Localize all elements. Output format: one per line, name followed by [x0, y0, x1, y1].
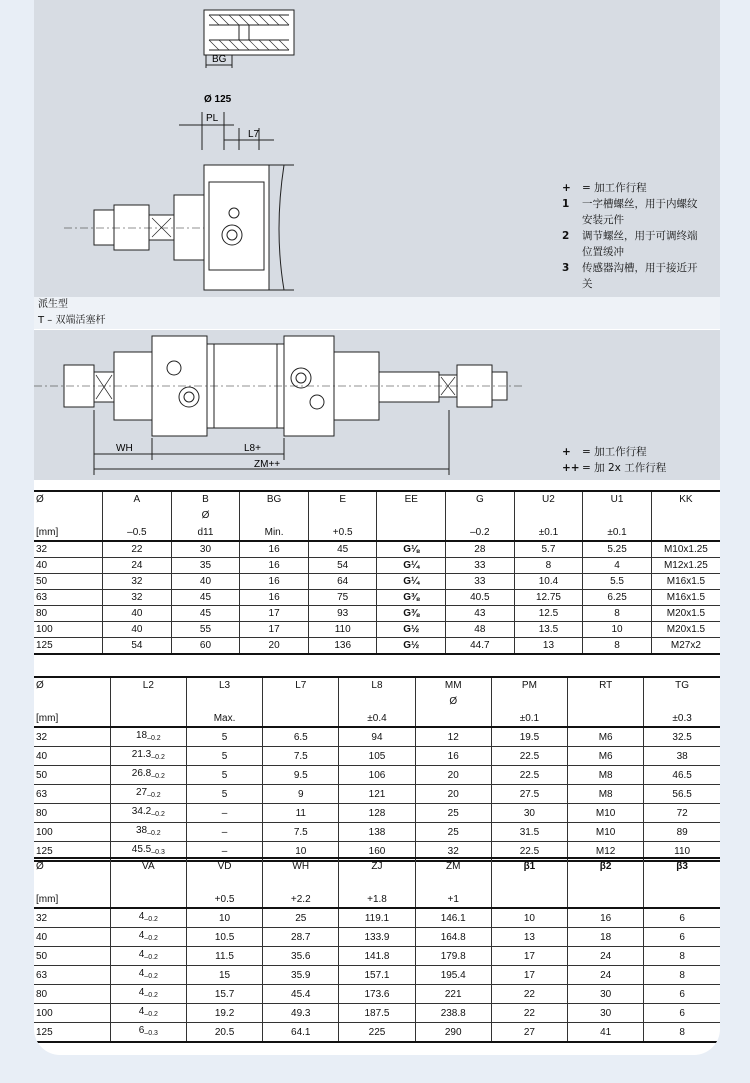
table-cell: 35.9	[263, 966, 339, 985]
table-cell: M10x1.25	[651, 541, 720, 558]
column-header: B Ø d11	[171, 491, 240, 541]
table-cell: 125	[36, 640, 53, 651]
table-cell: $34.2_{-0.2}$	[110, 804, 186, 823]
table-cell: 27.5	[491, 785, 567, 804]
table-cell: 15	[186, 966, 262, 985]
table-cell: M27x2	[651, 638, 720, 655]
table-cell: 5.5	[583, 574, 652, 590]
table-cell: 80	[36, 807, 48, 819]
column-header: L3 Max.	[186, 677, 262, 727]
table-row	[34, 928, 720, 947]
table-cell: 5.7	[514, 541, 583, 558]
table-cell: 25	[263, 908, 339, 928]
table-cell: M8	[568, 785, 644, 804]
table-cell: M10	[568, 823, 644, 842]
table-cell: 93	[308, 606, 377, 622]
table-cell: 38	[644, 747, 720, 766]
column-header: VA	[110, 858, 186, 908]
table-cell: $4_{-0.2}$	[110, 908, 186, 928]
table-cell: 238.8	[415, 1004, 491, 1023]
table-cell: –	[186, 842, 262, 862]
table-cell: $26.8_{-0.2}$	[110, 766, 186, 785]
table-cell: 16	[240, 574, 309, 590]
table-cell: G⅛	[377, 541, 446, 558]
dimensions-table-1	[34, 490, 720, 655]
table-row	[34, 947, 720, 966]
table-cell: 17	[240, 606, 309, 622]
table-cell: 54	[308, 558, 377, 574]
table-row	[34, 823, 720, 842]
table-cell: 28	[446, 541, 515, 558]
table-cell: 6	[644, 928, 720, 947]
table-cell: 10.5	[186, 928, 262, 947]
table-cell: 5	[186, 785, 262, 804]
table-cell: $4_{-0.2}$	[110, 947, 186, 966]
legend-item: ++ = 加 2x 工作行程	[562, 462, 667, 474]
table-cell: 5	[186, 766, 262, 785]
table-cell: 106	[339, 766, 415, 785]
table-cell: 10	[186, 908, 262, 928]
table-cell: M12x1.25	[651, 558, 720, 574]
table-cell: 40	[36, 931, 48, 943]
table-cell: 8	[644, 947, 720, 966]
table-cell: 35	[171, 558, 240, 574]
column-header: MM Ø	[415, 677, 491, 727]
table-cell: 56.5	[644, 785, 720, 804]
table-cell: 30	[491, 804, 567, 823]
table-cell: 55	[171, 622, 240, 638]
datasheet-card	[34, 0, 720, 1055]
table-cell: 60	[171, 638, 240, 655]
table-cell: 7.5	[263, 823, 339, 842]
table-row	[34, 1023, 720, 1043]
table-cell: 72	[644, 804, 720, 823]
bg-label: BG	[212, 54, 227, 65]
table-cell: 40.5	[446, 590, 515, 606]
table-cell: 22.5	[491, 766, 567, 785]
table-cell: 30	[568, 1004, 644, 1023]
table-cell: $27_{-0.2}$	[110, 785, 186, 804]
table-row	[34, 985, 720, 1004]
table-cell: 11.5	[186, 947, 262, 966]
table-cell: 173.6	[339, 985, 415, 1004]
column-header: TG ±0.3	[644, 677, 720, 727]
table-cell: 16	[568, 908, 644, 928]
table-cell: $4_{-0.2}$	[110, 985, 186, 1004]
table-cell: G⅜	[377, 606, 446, 622]
table-cell: M16x1.5	[651, 574, 720, 590]
table-cell: $45.5_{-0.3}$	[110, 842, 186, 862]
table-cell: 20.5	[186, 1023, 262, 1043]
table-cell: 16	[240, 541, 309, 558]
table-cell: 8	[644, 966, 720, 985]
l7-label: L7	[248, 129, 260, 140]
table-cell: 35.6	[263, 947, 339, 966]
table-cell: G¼	[377, 558, 446, 574]
legend-item: 2 调节螺丝，用于可调终端位置缓冲	[562, 230, 698, 258]
column-header: BG Min.	[240, 491, 309, 541]
table-cell: 164.8	[415, 928, 491, 947]
table-row	[34, 727, 720, 747]
table-cell: 63	[36, 969, 48, 981]
table-cell: 195.4	[415, 966, 491, 985]
table-cell: 40	[103, 606, 172, 622]
table-cell: 187.5	[339, 1004, 415, 1023]
table-cell: $4_{-0.2}$	[110, 966, 186, 985]
table-cell: 125	[36, 845, 53, 857]
table-row	[34, 747, 720, 766]
table-cell: 6.5	[263, 727, 339, 747]
table-cell: M16x1.5	[651, 590, 720, 606]
table-cell: 32	[103, 590, 172, 606]
table-cell: 50	[36, 576, 48, 587]
legend-item: 3 传感器沟槽，用于接近开关	[562, 262, 698, 290]
table-cell: 100	[36, 826, 53, 838]
table-cell: 22	[491, 985, 567, 1004]
table-cell: 110	[644, 842, 720, 862]
table-cell: 138	[339, 823, 415, 842]
l8-label: L8+	[244, 443, 261, 454]
section-title-1: 派生型	[34, 297, 720, 313]
table-cell: 100	[36, 624, 53, 635]
table-cell: 33	[446, 574, 515, 590]
table-cell: 30	[568, 985, 644, 1004]
table-cell: 13.5	[514, 622, 583, 638]
column-header: U2 ±0.1	[514, 491, 583, 541]
table-cell: $6_{-0.3}$	[110, 1023, 186, 1043]
table-cell: $38_{-0.2}$	[110, 823, 186, 842]
table-cell: 6	[644, 985, 720, 1004]
table-cell: 16	[240, 590, 309, 606]
table-cell: 40	[171, 574, 240, 590]
table-cell: 12.75	[514, 590, 583, 606]
table-cell: 22	[103, 541, 172, 558]
table-cell: M8	[568, 766, 644, 785]
table-cell: 63	[36, 592, 48, 603]
column-header: WH +2.2	[263, 858, 339, 908]
table-cell: 24	[103, 558, 172, 574]
table-cell: 8	[583, 606, 652, 622]
table-cell: 22	[491, 1004, 567, 1023]
dimensions-table-3	[34, 857, 720, 1043]
column-header: Ø [mm]	[36, 494, 59, 538]
column-header: G –0.2	[446, 491, 515, 541]
table-row	[34, 541, 720, 558]
wh-label: WH	[116, 443, 133, 454]
table-cell: 89	[644, 823, 720, 842]
column-header: L7	[263, 677, 339, 727]
table-cell: 30	[171, 541, 240, 558]
table-row	[34, 966, 720, 985]
table-cell: 46.5	[644, 766, 720, 785]
table-cell: 17	[491, 947, 567, 966]
table-cell: 290	[415, 1023, 491, 1043]
legend-item: + = 加工作行程	[562, 182, 647, 194]
table-cell: 19.5	[491, 727, 567, 747]
table-cell: 179.8	[415, 947, 491, 966]
legend-item: 1 一字槽螺丝，用于内螺纹安装元件	[562, 198, 698, 226]
table-cell: –	[186, 823, 262, 842]
table-row	[34, 558, 720, 574]
table-cell: 10	[263, 842, 339, 862]
table-cell: 43	[446, 606, 515, 622]
column-header: β3	[644, 858, 720, 908]
table-cell: 45	[171, 590, 240, 606]
table-cell: G½	[377, 622, 446, 638]
table-cell: 45	[171, 606, 240, 622]
table-cell: 7.5	[263, 747, 339, 766]
table-cell: 13	[491, 928, 567, 947]
table-cell: 6.25	[583, 590, 652, 606]
table-cell: 20	[415, 785, 491, 804]
column-header: E +0.5	[308, 491, 377, 541]
table-cell: 54	[103, 638, 172, 655]
table-cell: 146.1	[415, 908, 491, 928]
table-cell: 32	[103, 574, 172, 590]
section-title-2: T – 双端活塞杆	[34, 313, 720, 329]
table-cell: 45.4	[263, 985, 339, 1004]
table-cell: 15.7	[186, 985, 262, 1004]
legend-bottom	[562, 444, 707, 476]
table-row	[34, 908, 720, 928]
table-cell: 94	[339, 727, 415, 747]
table-cell: 44.7	[446, 638, 515, 655]
table-cell: 64	[308, 574, 377, 590]
table-cell: 141.8	[339, 947, 415, 966]
table-cell: 105	[339, 747, 415, 766]
table-cell: 20	[240, 638, 309, 655]
table-cell: 19.2	[186, 1004, 262, 1023]
table-cell: M20x1.5	[651, 606, 720, 622]
table-cell: 12.5	[514, 606, 583, 622]
table-cell: 125	[36, 1026, 53, 1038]
table-cell: 10	[491, 908, 567, 928]
table-cell: 32	[36, 912, 48, 924]
table-row	[34, 622, 720, 638]
table-cell: 12	[415, 727, 491, 747]
table-cell: 41	[568, 1023, 644, 1043]
table-cell: 24	[568, 966, 644, 985]
table-cell: 221	[415, 985, 491, 1004]
column-header: L2	[110, 677, 186, 727]
table-cell: 13	[514, 638, 583, 655]
table-cell: 10	[583, 622, 652, 638]
legend-top	[562, 180, 707, 292]
column-header: β1	[491, 858, 567, 908]
table-cell: G⅜	[377, 590, 446, 606]
table-cell: 27	[491, 1023, 567, 1043]
table-cell: 80	[36, 988, 48, 1000]
table-cell: M10	[568, 804, 644, 823]
table-cell: 49.3	[263, 1004, 339, 1023]
table-cell: 32	[36, 731, 48, 743]
column-header: L8 ±0.4	[339, 677, 415, 727]
table-cell: 17	[491, 966, 567, 985]
table-cell: 40	[36, 750, 48, 762]
table-cell: 31.5	[491, 823, 567, 842]
column-header: RT	[568, 677, 644, 727]
table-cell: 8	[583, 638, 652, 655]
table-cell: 8	[644, 1023, 720, 1043]
table-cell: 32	[36, 544, 48, 555]
table-cell: 100	[36, 1007, 53, 1019]
table-cell: 75	[308, 590, 377, 606]
table-cell: M6	[568, 727, 644, 747]
cylinder-end-drawing	[34, 0, 720, 297]
column-header: Ø [mm]	[36, 680, 59, 724]
table-cell: 136	[308, 638, 377, 655]
table-cell: 24	[568, 947, 644, 966]
table-row	[34, 766, 720, 785]
table-cell: 5.25	[583, 541, 652, 558]
table-cell: 5	[186, 727, 262, 747]
table-cell: M20x1.5	[651, 622, 720, 638]
table-row	[34, 804, 720, 823]
zm-label: ZM++	[254, 459, 281, 470]
table-cell: 63	[36, 788, 48, 800]
table-cell: 225	[339, 1023, 415, 1043]
table-cell: 4	[583, 558, 652, 574]
table-cell: M6	[568, 747, 644, 766]
table-cell: 22.5	[491, 747, 567, 766]
table-cell: $18_{-0.2}$	[110, 727, 186, 747]
table-cell: –	[186, 804, 262, 823]
table-cell: 9	[263, 785, 339, 804]
table-cell: $4_{-0.2}$	[110, 928, 186, 947]
table-cell: 50	[36, 950, 48, 962]
table-row	[34, 590, 720, 606]
column-header: β2	[568, 858, 644, 908]
column-header: U1 ±0.1	[583, 491, 652, 541]
table-row	[34, 785, 720, 804]
table-cell: 6	[644, 1004, 720, 1023]
table-cell: 11	[263, 804, 339, 823]
table-row	[34, 638, 720, 655]
column-header: ZM +1	[415, 858, 491, 908]
table-cell: 28.7	[263, 928, 339, 947]
legend-item: + = 加工作行程	[562, 446, 647, 458]
table-cell: 10.4	[514, 574, 583, 590]
column-header: Ø [mm]	[36, 861, 59, 905]
column-header: KK	[651, 491, 720, 541]
table-cell: 25	[415, 804, 491, 823]
table-row	[34, 574, 720, 590]
table-cell: 64.1	[263, 1023, 339, 1043]
table-cell: 20	[415, 766, 491, 785]
table-cell: 160	[339, 842, 415, 862]
table-cell: 121	[339, 785, 415, 804]
table-cell: 50	[36, 769, 48, 781]
table-cell: 16	[240, 558, 309, 574]
pl-label: PL	[206, 113, 219, 124]
table-cell: $21.3_{-0.2}$	[110, 747, 186, 766]
diameter-label: Ø 125	[204, 94, 232, 105]
table-cell: 128	[339, 804, 415, 823]
table-cell: 157.1	[339, 966, 415, 985]
table-cell: 25	[415, 823, 491, 842]
table-cell: 40	[103, 622, 172, 638]
double-rod-drawing	[34, 330, 720, 480]
column-header: A –0.5	[103, 491, 172, 541]
table-cell: $4_{-0.2}$	[110, 1004, 186, 1023]
table-cell: 33	[446, 558, 515, 574]
table-cell: G¼	[377, 574, 446, 590]
table-cell: 6	[644, 908, 720, 928]
table-cell: 80	[36, 608, 48, 619]
table-cell: 17	[240, 622, 309, 638]
column-header: PM ±0.1	[491, 677, 567, 727]
table-cell: 5	[186, 747, 262, 766]
table-cell: 110	[308, 622, 377, 638]
table-cell: 40	[36, 560, 48, 571]
table-cell: 22.5	[491, 842, 567, 862]
table-cell: 32.5	[644, 727, 720, 747]
table-cell: 16	[415, 747, 491, 766]
table-cell: 18	[568, 928, 644, 947]
table-cell: 9.5	[263, 766, 339, 785]
table-cell: 119.1	[339, 908, 415, 928]
table-row	[34, 606, 720, 622]
table-cell: 133.9	[339, 928, 415, 947]
dimensions-table-2	[34, 676, 720, 862]
column-header: ZJ +1.8	[339, 858, 415, 908]
table-row	[34, 1004, 720, 1023]
table-cell: M12	[568, 842, 644, 862]
table-cell: 32	[415, 842, 491, 862]
table-cell: 48	[446, 622, 515, 638]
table-cell: 45	[308, 541, 377, 558]
table-cell: G½	[377, 638, 446, 655]
table-cell: 8	[514, 558, 583, 574]
column-header: EE	[377, 491, 446, 541]
column-header: VD +0.5	[186, 858, 262, 908]
